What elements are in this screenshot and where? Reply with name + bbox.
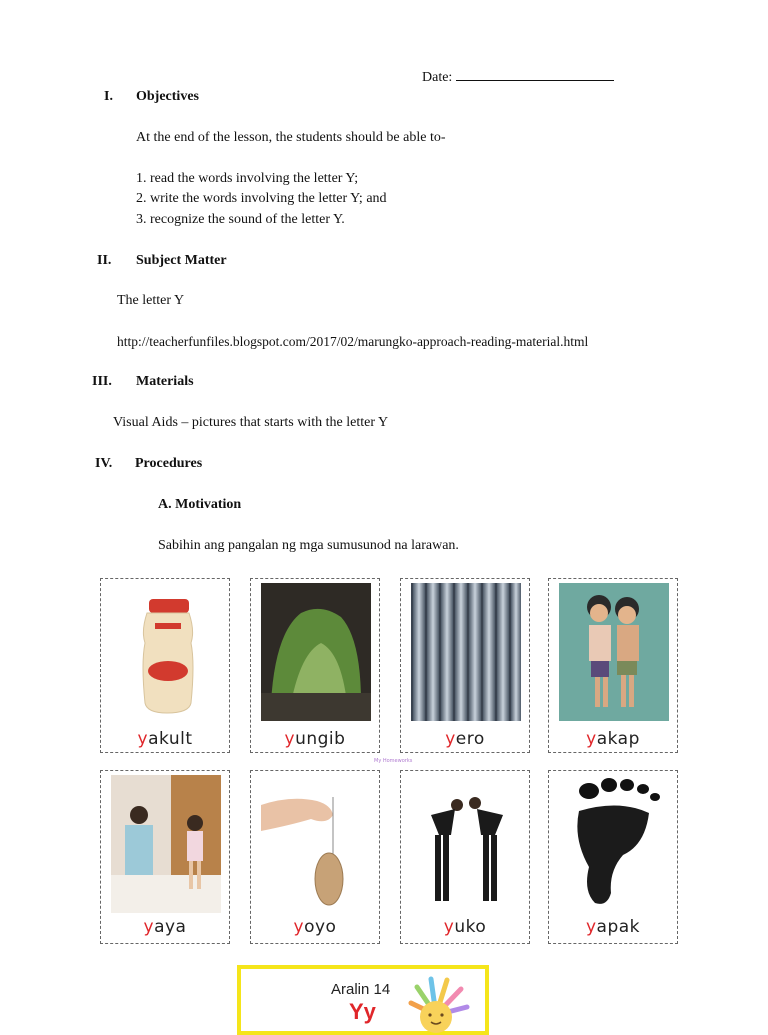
objectives-intro: At the end of the lesson, the students should be able to- [136, 130, 446, 145]
section-4-numeral: IV. [95, 456, 113, 471]
card-caption: yoyo [293, 917, 337, 937]
objective-item-3: 3. recognize the sound of the letter Y. [136, 212, 345, 227]
men-bowing-image [411, 775, 521, 913]
subject-reference: http://teacherfunfiles.blogspot.com/2017/02/marungko-approach-reading-material.html [117, 334, 589, 349]
children-hugging-image [559, 583, 669, 721]
card-caption: yaya [143, 917, 187, 937]
yakult-bottle-image [111, 583, 221, 721]
date-label-row [422, 67, 614, 86]
picture-card-yoyo [250, 770, 380, 944]
section-2-numeral: II. [97, 253, 112, 268]
picture-card-yaya [100, 770, 230, 944]
picture-card-yakap [548, 578, 678, 753]
card-caption: yungib [284, 729, 346, 749]
picture-card-yero [400, 578, 530, 753]
card-caption: yapak [585, 917, 641, 937]
objective-item-1: 1. read the words involving the letter Y; [136, 171, 359, 186]
section-1-title: Objectives [136, 89, 199, 104]
watermark: My Homeworks [374, 758, 413, 764]
motivation-instruction: Sabihin ang pangalan ng mga sumusunod na larawan. [158, 538, 459, 553]
picture-card-yuko [400, 770, 530, 944]
cave-image [261, 583, 371, 721]
section-4-title: Procedures [135, 456, 203, 471]
date-label: Date: [422, 70, 453, 85]
card-caption: yakult [137, 729, 193, 749]
picture-card-yungib [250, 578, 380, 753]
card-caption: yuko [443, 917, 487, 937]
lesson-letter: Yy [349, 999, 376, 1024]
motivation-heading: A. Motivation [158, 497, 242, 512]
lesson-number: Aralin 14 [331, 981, 391, 998]
picture-card-yapak [548, 770, 678, 944]
sun-icon [401, 975, 471, 1033]
nanny-image [111, 775, 221, 913]
card-caption: yakap [586, 729, 640, 749]
lesson-title-box [237, 965, 489, 1035]
materials-text: Visual Aids – pictures that starts with the letter Y [113, 415, 389, 430]
date-blank-line [456, 67, 614, 81]
card-caption: yero [445, 729, 485, 749]
section-1-numeral: I. [104, 89, 113, 104]
section-2-title: Subject Matter [136, 253, 227, 268]
footprint-image [559, 775, 669, 913]
yoyo-image [261, 775, 371, 913]
section-3-numeral: III. [92, 374, 112, 389]
subject-topic: The letter Y [117, 293, 185, 308]
corrugated-iron-image [411, 583, 521, 721]
picture-card-yakult [100, 578, 230, 753]
objective-item-2: 2. write the words involving the letter Y; and [136, 191, 387, 206]
section-3-title: Materials [136, 374, 194, 389]
